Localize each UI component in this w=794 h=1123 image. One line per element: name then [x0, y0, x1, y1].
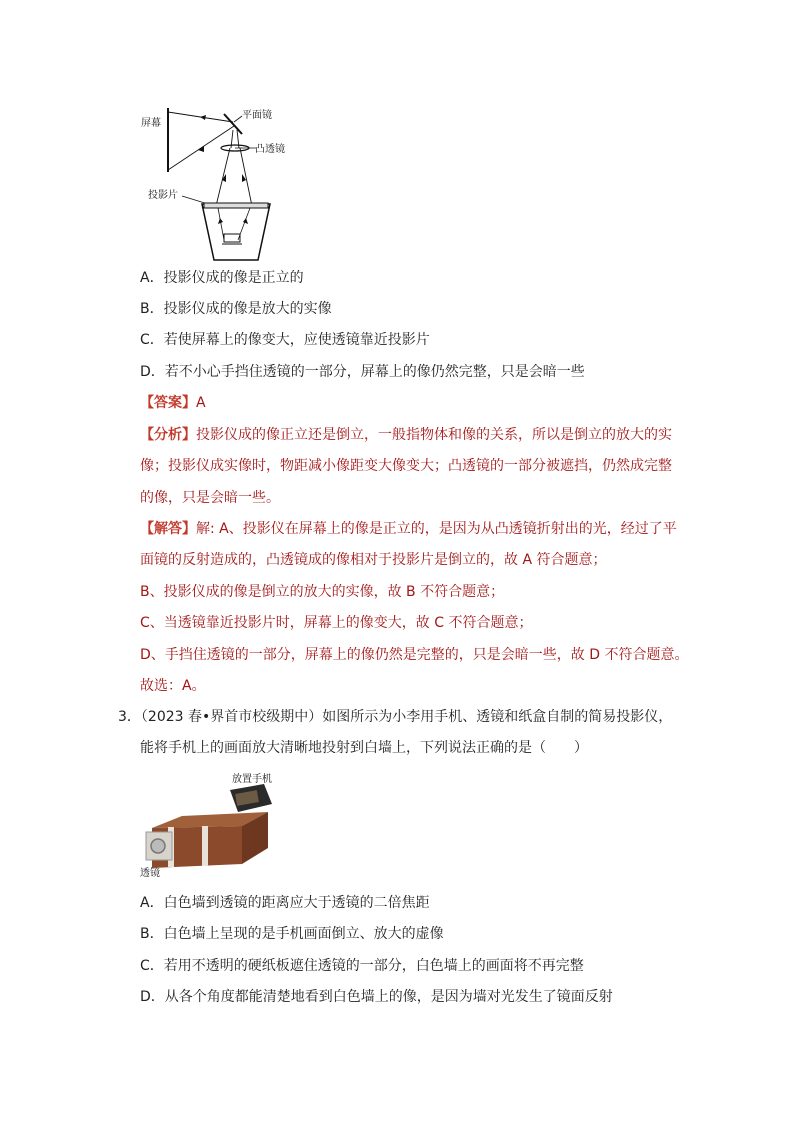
answer-tag: 【答案】 [140, 395, 196, 411]
solution-text-2: 面镜的反射造成的，凸透镜成的像相对于投影片是倒立的，故 A 符合题意； [140, 552, 607, 568]
answer-value: A [196, 395, 206, 411]
analysis-text-2: 像；投影仪成实像时，物距减小像距变大像变大；凸透镜的一部分被遮挡，仍然成完整 [140, 458, 672, 474]
q2-option-b: B．投影仪成的像是放大的实像 [140, 301, 332, 317]
projector-diagram [138, 100, 308, 270]
lamp [224, 234, 240, 242]
label-mirror: 平面镜 [242, 110, 272, 121]
solution-text-3: B、投影仪成的像是倒立的放大的实像，故 B 不符合题意； [140, 584, 505, 600]
q3-option-a: A．白色墙到透镜的距离应大于透镜的二倍焦距 [140, 895, 430, 911]
projector-box [202, 204, 270, 260]
solution-text-5: D、手挡住透镜的一部分，屏幕上的像仍然是完整的，只是会暗一些，故 D 不符合题意。 [140, 647, 689, 663]
q2-option-c: C．若使屏幕上的像变大，应使透镜靠近投影片 [140, 332, 430, 348]
cardboard-projector-figure [138, 768, 288, 880]
mirror-pointer [234, 116, 242, 122]
answer-row [140, 393, 206, 413]
q3-stem-line-2: 能将手机上的画面放大清晰地投射到白墙上，下列说法正确的是（ ） [140, 740, 588, 756]
label-lens-2: 透镜 [140, 868, 160, 879]
label-screen: 屏幕 [141, 118, 161, 129]
solution-text-4: C、当透镜靠近投影片时，屏幕上的像变大，故 C 不符合题意； [140, 615, 533, 631]
label-lens: 凸透镜 [255, 144, 285, 155]
solution-text-1: 解: A、投影仪在屏幕上的像是正立的，是因为从凸透镜折射出的光，经过了平 [196, 521, 677, 537]
solution-row-1 [140, 519, 677, 539]
analysis-row-1 [140, 425, 672, 445]
analysis-text-3: 的像，只是会暗一些。 [140, 490, 280, 506]
q3-option-c: C．若用不透明的硬纸板遮住透镜的一部分，白色墙上的画面将不再完整 [140, 958, 584, 974]
solution-tag: 【解答】 [140, 521, 196, 537]
q3-option-b: B．白色墙上呈现的是手机画面倒立、放大的虚像 [140, 926, 444, 942]
q2-option-a: A．投影仪成的像是正立的 [140, 270, 304, 286]
slide [204, 203, 268, 208]
analysis-tag: 【分析】 [140, 427, 196, 443]
label-phone: 放置手机 [232, 774, 272, 785]
analysis-text-1: 投影仪成的像正立还是倒立，一般指物体和像的关系，所以是倒立的放大的实 [196, 427, 672, 443]
q3-option-d: D．从各个角度都能清楚地看到白色墙上的像，是因为墙对光发生了镜面反射 [140, 989, 613, 1005]
q3-stem-line-1: 3．（2023 春•界首市校级期中）如图所示为小李用手机、透镜和纸盒自制的简易投影仪， [118, 709, 673, 725]
lens [151, 839, 165, 853]
label-slide: 投影片 [148, 190, 178, 201]
q2-option-d: D．若不小心手挡住透镜的一部分，屏幕上的像仍然完整，只是会暗一些 [140, 364, 585, 380]
solution-text-6: 故选：A。 [140, 678, 206, 694]
